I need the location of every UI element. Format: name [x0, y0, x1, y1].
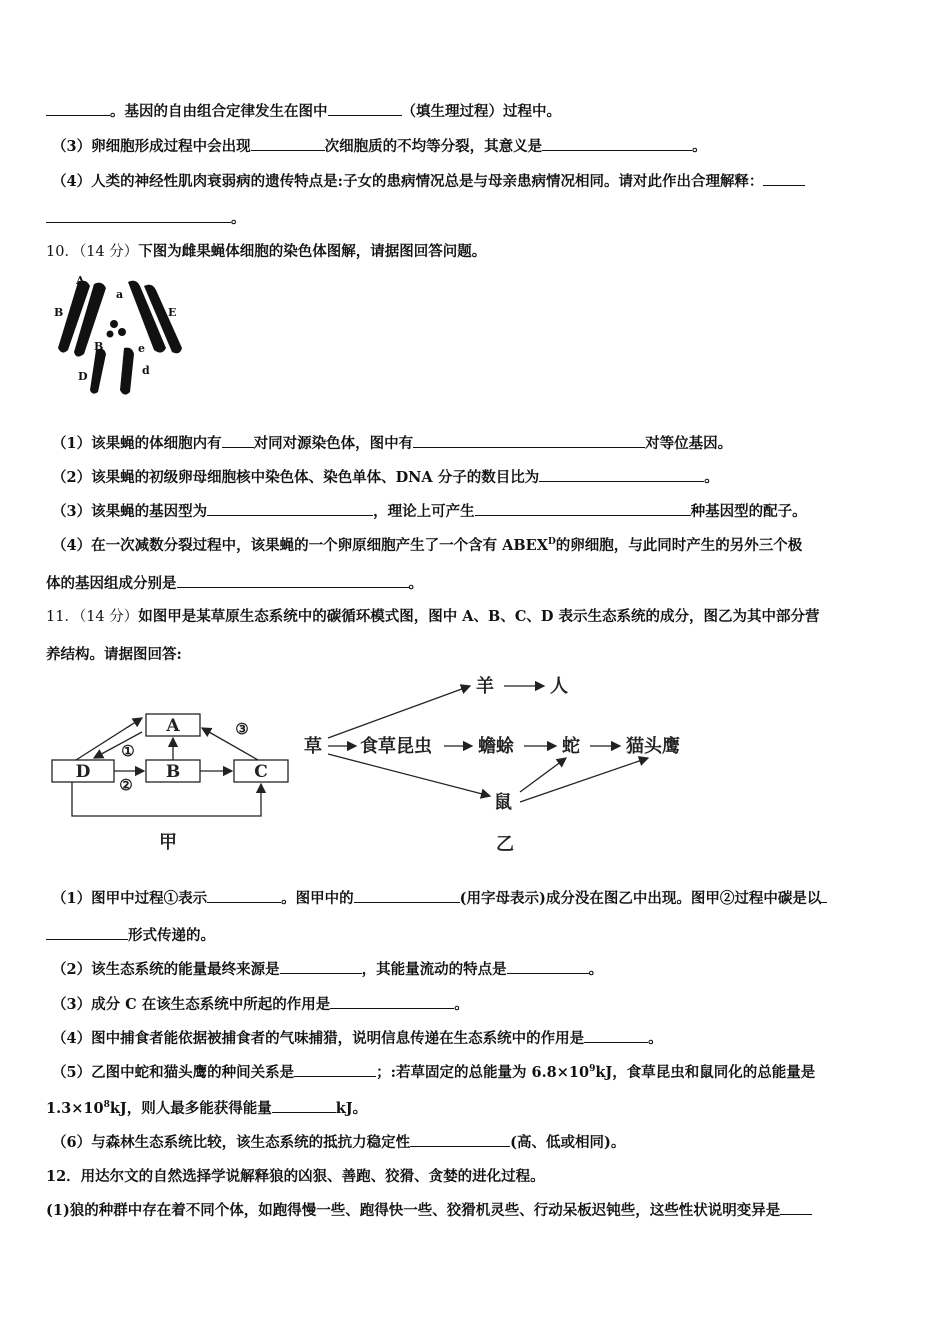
text-span: 对同对源染色体，图中有: [253, 435, 414, 452]
arrow-c-a: [202, 728, 258, 760]
text-line: [46, 573, 906, 594]
answer-blank: [763, 171, 805, 186]
arrow-a-d: [94, 732, 142, 758]
answer-blank: [584, 1028, 648, 1043]
text-span: kJ。: [335, 1100, 368, 1117]
text-span: (高、低或相同)。: [510, 1134, 626, 1151]
text-line: [52, 1062, 906, 1083]
chromosome-dot: [110, 320, 118, 328]
answer-blank: [507, 959, 589, 974]
answer-blank: [413, 433, 645, 448]
gene-label: B: [54, 306, 64, 319]
text-span: （3）该果蝇的基因型为: [52, 503, 208, 520]
text-span: 。: [454, 996, 469, 1013]
text-span: （1）图甲中过程①表示: [52, 890, 208, 907]
text-span: 1.3×10: [46, 1100, 104, 1117]
node-snake: 蛇: [562, 736, 580, 757]
text-line: [46, 645, 906, 665]
question-number: 10．（14 分）: [46, 244, 139, 260]
text-span: 的卵细胞，与此同时产生的另外三个极: [555, 537, 803, 554]
text-span: （6）与森林生态系统比较，该生态系统的抵抗力稳定性: [52, 1134, 411, 1151]
node-owl: 猫头鹰: [626, 736, 680, 757]
question-text: 12．用达尔文的自然选择学说解释狼的凶狠、善跑、狡猾、贪婪的进化过程。: [46, 1168, 545, 1185]
text-span: 次细胞质的不均等分裂，其意义是: [324, 138, 543, 155]
answer-blank: [46, 101, 110, 116]
answer-blank: [821, 888, 827, 903]
text-line: [52, 433, 906, 454]
text-span: 形式传递的。: [128, 927, 215, 944]
answer-blank: [330, 994, 454, 1009]
text-line: [52, 888, 906, 909]
text-line: [46, 208, 906, 229]
text-span: ，理论上可产生: [373, 503, 475, 520]
text-span: （2）该生态系统的能量最终来源是: [52, 961, 280, 978]
text-line: [52, 467, 906, 488]
gene-label: B: [94, 340, 104, 353]
answer-blank: [542, 136, 692, 151]
text-span: 。: [704, 469, 719, 486]
superscript: D: [547, 537, 556, 548]
text-span: （4）图中捕食者能依据被捕食者的气味捕猎，说明信息传递在生态系统中的作用是: [52, 1030, 585, 1047]
text-line: [46, 1098, 906, 1119]
answer-blank: [222, 433, 254, 448]
node-sheep: 羊: [476, 676, 494, 697]
superscript: 9: [589, 1064, 596, 1075]
process-3: ③: [235, 720, 249, 738]
answer-blank: [354, 888, 460, 903]
text-line: [46, 101, 906, 122]
answer-blank: [207, 501, 373, 516]
text-span: (用字母表示)成分没在图乙中出现。图甲②过程中碳是以: [459, 890, 822, 907]
answer-blank: [46, 208, 231, 223]
text-line: [52, 1132, 906, 1153]
node-human: 人: [550, 676, 568, 697]
text-span: （2）该果蝇的初级卵母细胞核中染色体、染色单体、DNA 分子的数目比为: [52, 469, 540, 486]
text-span: (1)狼的种群中存在着不同个体，如跑得慢一些、跑得快一些、狡猾机灵些、行动呆板迟钝些，这些性状说明变异是: [46, 1202, 781, 1219]
text-line: [46, 925, 906, 946]
question-number: 11．（14 分）: [46, 609, 139, 625]
chromosome-dot: [118, 328, 126, 336]
answer-blank: [294, 1062, 376, 1077]
text-span: 体的基因组成分别是: [46, 575, 177, 592]
answer-blank: [780, 1200, 812, 1215]
text-span: 。: [231, 210, 246, 227]
text-span: 对等位基因。: [645, 435, 733, 452]
node-grass: 草: [304, 736, 322, 757]
answer-blank: [539, 467, 704, 482]
node-toad: 蟾蜍: [478, 736, 514, 757]
answer-blank: [280, 959, 362, 974]
text-line: [52, 536, 906, 556]
label-a: A: [166, 716, 180, 736]
text-span: （1）该果蝇的体细胞内有: [52, 435, 222, 452]
text-span: ；:若草固定的总能量为 6.8×10: [376, 1064, 590, 1081]
caption-yi: 乙: [496, 834, 514, 855]
text-span: 。: [408, 575, 423, 592]
chromosome-dot: [107, 331, 114, 338]
node-insect: 食草昆虫: [360, 736, 432, 757]
arrow-grass-mouse: [328, 754, 490, 796]
gene-label: e: [138, 342, 145, 355]
superscript: 8: [103, 1100, 110, 1111]
question-text: 下图为雌果蝇体细胞的染色体图解，请据图回答问题。: [138, 243, 487, 260]
chromosome-diagram: [48, 268, 198, 398]
text-span: 。: [588, 961, 604, 978]
text-span: （4）人类的神经性肌肉衰弱病的遗传特点是:子女的患病情况总是与母亲患病情况相同。请对此作出合理解释：: [52, 173, 764, 190]
text-span: 。: [692, 138, 707, 155]
text-span: 种基因型的配子。: [690, 503, 807, 520]
question-10-header: [46, 242, 906, 262]
text-line: [52, 136, 906, 157]
text-span: ，其能量流动的特点是: [361, 961, 507, 978]
text-line: [52, 959, 906, 980]
gene-label: a: [116, 288, 124, 301]
answer-blank: [177, 573, 409, 588]
text-span: （4）在一次减数分裂过程中，该果蝇的一个卵原细胞产生了一个含有 ABEX: [52, 537, 548, 554]
text-span: （5）乙图中蛇和猫头鹰的种间关系是: [52, 1064, 295, 1081]
arrow-mouse-snake: [520, 758, 566, 792]
answer-blank: [475, 501, 691, 516]
process-2: ②: [119, 776, 133, 794]
text-line: [52, 501, 906, 522]
answer-blank: [46, 925, 128, 940]
text-span: kJ，则人最多能获得能量: [109, 1100, 272, 1117]
answer-blank: [251, 136, 325, 151]
caption-jia: 甲: [159, 832, 177, 853]
label-c: C: [254, 762, 268, 782]
node-mouse: 鼠: [494, 792, 512, 813]
arrow-grass-sheep: [328, 686, 470, 738]
answer-blank: [328, 101, 402, 116]
question-12-header: [46, 1167, 906, 1187]
gene-label: D: [78, 370, 88, 383]
question-text: 如图甲是某草原生态系统中的碳循环模式图，图中 A、B、C、D 表示生态系统的成分，图乙为其中部分营: [138, 608, 820, 625]
text-span: （3）成分 C 在该生态系统中所起的作用是: [52, 996, 331, 1013]
answer-blank: [207, 888, 281, 903]
text-span: 养结构。请据图回答:: [46, 646, 182, 663]
text-line: [52, 1028, 906, 1049]
text-span: 。图甲中的: [281, 890, 354, 907]
food-web-diagram: [298, 668, 718, 858]
text-span: 。基因的自由组合定律发生在图中: [110, 103, 328, 120]
text-span: （3）卵细胞形成过程中会出现: [52, 138, 251, 155]
question-11-header: [46, 607, 906, 627]
chromosome: [90, 349, 106, 394]
answer-blank: [410, 1132, 510, 1147]
gene-label: d: [142, 364, 150, 377]
chromosome: [120, 348, 134, 395]
label-b: B: [165, 762, 181, 782]
text-span: （填生理过程）过程中。: [401, 103, 561, 120]
text-span: kJ，食草昆虫和鼠同化的总能量是: [595, 1064, 816, 1081]
process-1: ①: [121, 742, 135, 760]
gene-label: A: [76, 274, 85, 287]
label-d: D: [75, 762, 91, 782]
answer-blank: [272, 1098, 336, 1113]
arrow-mouse-owl: [520, 758, 648, 802]
text-span: 。: [648, 1030, 663, 1047]
text-line: [52, 994, 906, 1015]
text-line: [52, 171, 906, 192]
gene-label: E: [168, 306, 177, 319]
carbon-cycle-diagram: [46, 706, 306, 856]
text-line: [46, 1200, 906, 1221]
arrow-d-c: [72, 782, 261, 816]
